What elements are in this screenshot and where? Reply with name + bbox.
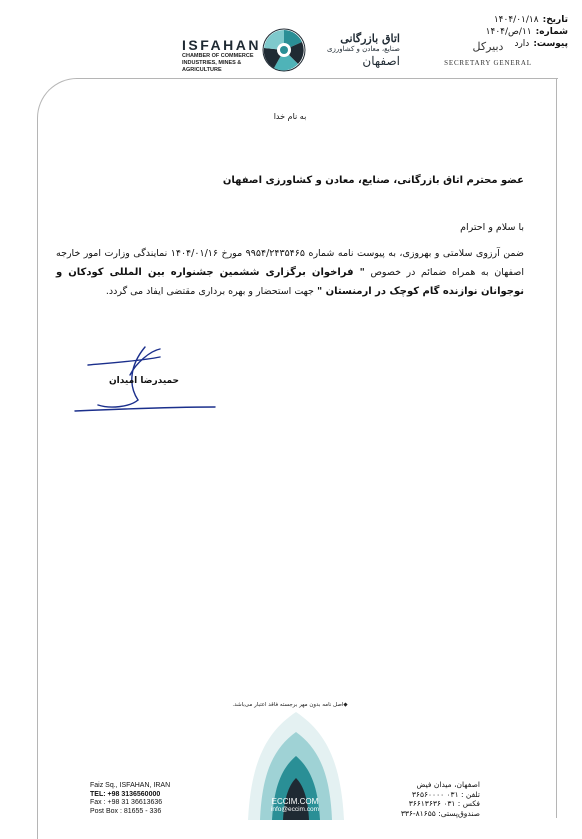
fax-fa: فکس : ۰۳۱ ۳۶۶۱۳۶۳۶ [408,799,480,808]
signer-name: حمیدرضا امیدان [108,376,180,386]
recipient: عضو محترم اتاق بازرگانی، صنایع، معادن و کشاورزی اصفهان [222,175,524,186]
tel-fa: تلفن : ۰۳۱ ۳۶۵۶۰۰۰۰ [411,789,480,799]
secretary-fa: دبیرکل [472,40,504,53]
attachment-label: پیوست: [533,39,568,49]
letter-paragraph [56,244,524,301]
tel-en: TEL: +98 3136560000 [90,790,161,798]
secretary-en: SECRETARY GENERAL [444,59,532,67]
basmala: به نام خدا [273,112,307,121]
website: ECCIM.COM [271,797,319,806]
pobox-en: Post Box : 81655 - 336 [90,807,162,815]
number-value: ۱۱/ص/۱۴۰۴ [485,27,532,37]
logo-fa-line3: اصفهان [362,54,400,68]
logo-en-line2: INDUSTRIES, MINES & AGRICULTURE [182,60,242,73]
chamber-logo-icon [262,28,306,72]
pobox-fa: صندوق‌پستی: ۸۱۶۵۵-۳۳۶ [400,808,480,818]
frame-right-edge [556,78,557,818]
date-value: ۱۴۰۴/۰۱/۱۸ [493,15,539,25]
paragraph-part-1: ضمن آرزوی سلامتی و بهروزی، به پیوست نامه شماره ۹۹۵۴/۲۴۳۵۴۶۵ مورخ ۱۴۰۴/۰۱/۱۶ نمایندگی وزارت امور خارجه اصفهان به همراه ضمائم در خصوص [56,248,525,278]
logo-fa-line2: صنایع، معادن و کشاورزی [326,45,400,53]
footer-address-en [90,782,200,816]
footer-web [250,797,340,813]
number-label: شماره: [535,27,568,37]
number-row [448,26,568,38]
logo-persian [310,33,400,68]
greeting: با سلام و احترام [460,222,524,233]
footer-address-fa [400,780,480,818]
logo-en-title: ISFAHAN [182,37,261,53]
date-label: تاریخ: [542,15,568,25]
attachment-value: دارد [514,39,530,49]
date-row [448,14,568,26]
logo-fa-line1: اتاق بازرگانی [340,32,400,45]
email: info@eccim.com [270,806,320,813]
logo-en-line1: CHAMBER OF COMMERCE [182,53,254,59]
fax-en: Fax : +98 31 36613636 [90,799,163,806]
paragraph-subject: " فراخوان برگزاری ششمین جشنواره بین المللی کودکان و نوجوانان نوازنده گام کوچک در ارمنستان " [56,267,524,297]
seal-footnote: ◆اصل نامه بدون مهر برجسته فاقد اعتبار می‌باشد. [232,702,348,708]
address-fa: اصفهان، میدان فیض [416,780,480,789]
address-en: Faiz Sq., ISFAHAN, IRAN [90,782,171,789]
secretary-general [440,40,536,67]
paragraph-part-2: جهت استحضار و بهره برداری مقتضی ایفاد می گردد. [105,286,314,297]
